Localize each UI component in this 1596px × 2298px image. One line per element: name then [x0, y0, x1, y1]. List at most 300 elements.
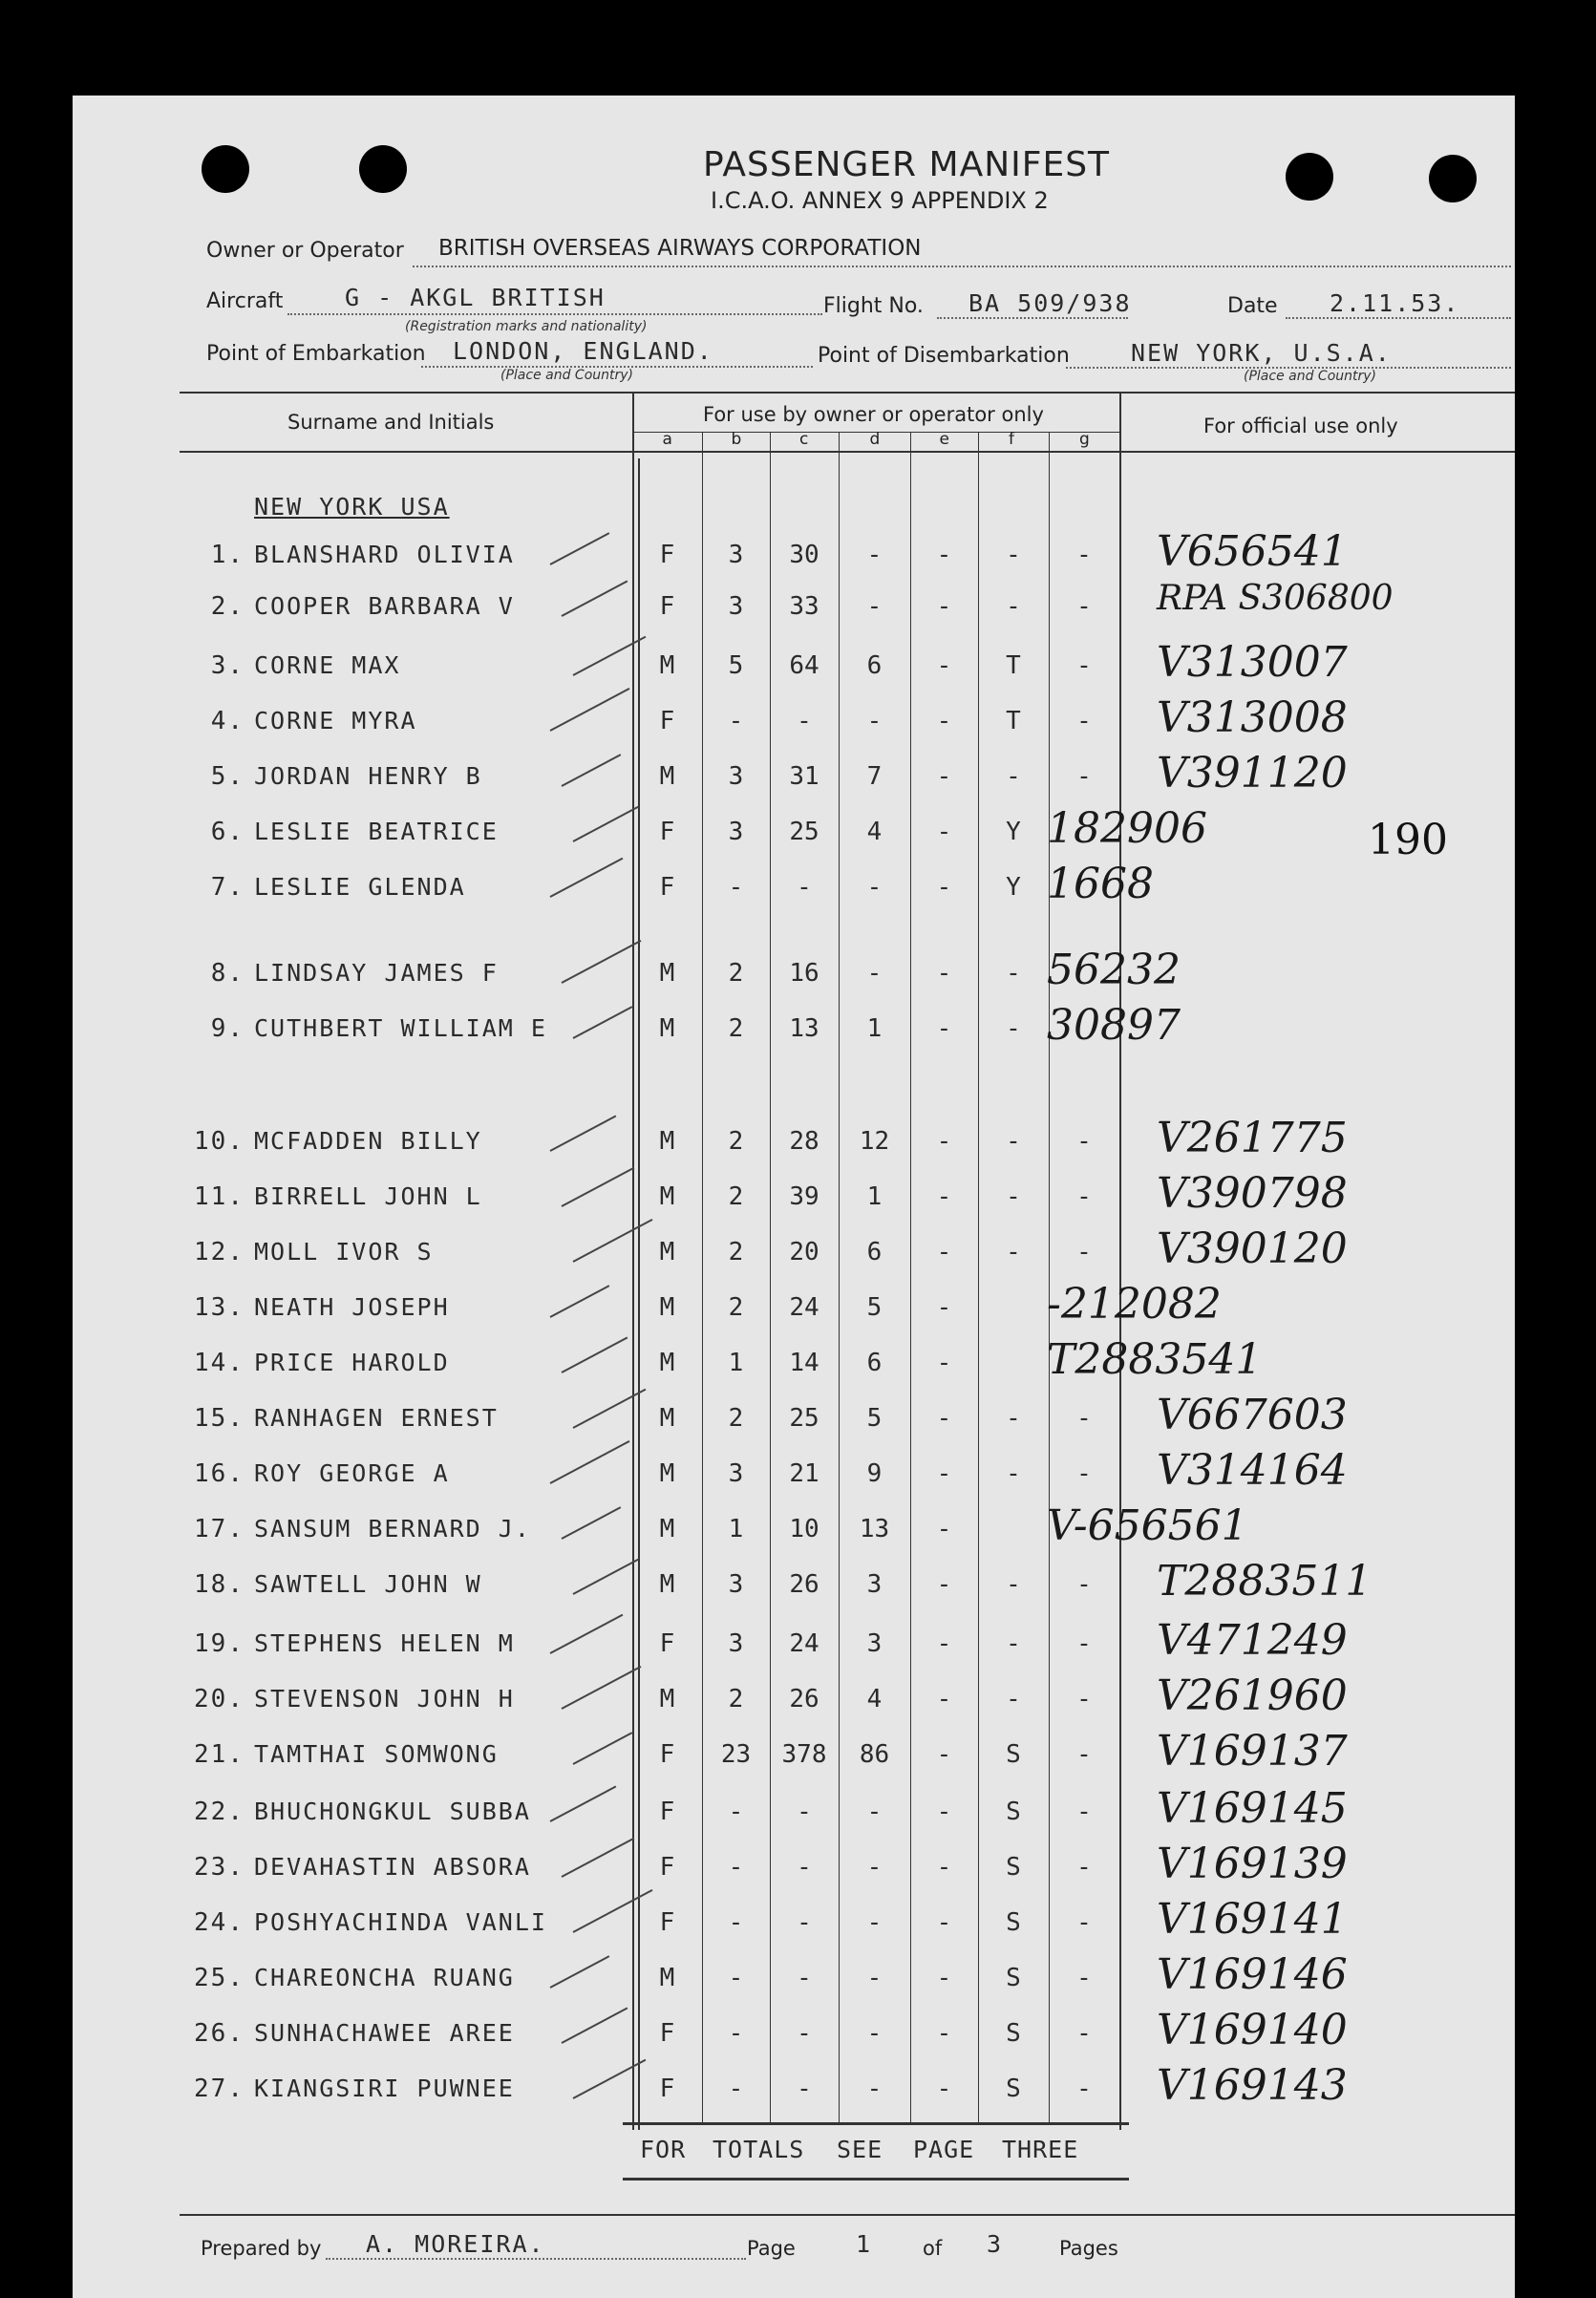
- cell-f: -: [1006, 592, 1021, 621]
- cell-a: F: [659, 873, 675, 902]
- passenger-name: CHAREONCHA RUANG: [254, 1964, 515, 1991]
- cell-f: -: [1006, 1685, 1021, 1713]
- date-value: 2.11.53.: [1330, 289, 1460, 317]
- row-number: 5.: [210, 762, 245, 791]
- totals-word: TOTALS: [713, 2136, 805, 2163]
- row-number: 15.: [194, 1404, 245, 1433]
- punch-hole: [1429, 155, 1477, 202]
- cell-a: M: [659, 959, 675, 988]
- cell-d: 12: [859, 1127, 890, 1156]
- check-mark: [562, 1666, 642, 1710]
- cell-c: -: [797, 1964, 812, 1992]
- official-number: V169137: [1157, 1727, 1348, 1776]
- official-number: V169145: [1157, 1784, 1348, 1833]
- cell-e: -: [936, 1459, 952, 1488]
- cell-d: -: [866, 1908, 883, 1937]
- official-number: V313007: [1157, 638, 1348, 687]
- cell-f: S: [1006, 1740, 1021, 1769]
- cell-g: -: [1076, 1182, 1092, 1211]
- check-mark: [573, 1732, 633, 1765]
- official-number: -212082: [1047, 1280, 1222, 1329]
- row-number: 14.: [194, 1349, 245, 1377]
- cell-a: F: [659, 1908, 675, 1937]
- passenger-name: LESLIE GLENDA: [254, 873, 466, 901]
- cell-c: 33: [789, 592, 819, 621]
- cell-c: -: [797, 2075, 812, 2103]
- disembark-label: Point of Disembarkation: [818, 344, 1070, 368]
- cell-a: F: [659, 1740, 675, 1769]
- official-number: V471249: [1157, 1616, 1348, 1665]
- passenger-name: NEATH JOSEPH: [254, 1293, 450, 1321]
- cell-f: S: [1006, 1964, 1021, 1992]
- cell-b: 3: [728, 1629, 744, 1658]
- cell-g: -: [1076, 2019, 1092, 2048]
- subcolumn-header: a: [662, 430, 672, 449]
- cell-a: M: [659, 1459, 675, 1488]
- official-number: V169141: [1157, 1895, 1348, 1944]
- cell-g: -: [1076, 592, 1092, 621]
- cell-b: 3: [728, 818, 744, 846]
- cell-c: 26: [789, 1570, 819, 1599]
- cell-f: Y: [1006, 818, 1021, 846]
- passenger-name: STEVENSON JOHN H: [254, 1685, 515, 1713]
- date-label: Date: [1227, 294, 1278, 318]
- cell-c: 14: [789, 1349, 819, 1377]
- passenger-name: STEPHENS HELEN M: [254, 1629, 515, 1657]
- cell-d: 1: [866, 1014, 883, 1043]
- cell-a: F: [659, 707, 675, 735]
- official-number: V313008: [1157, 693, 1348, 742]
- cell-g: -: [1076, 2075, 1092, 2103]
- row-number: 24.: [194, 1908, 245, 1937]
- of-value: 3: [987, 2230, 1004, 2258]
- cell-b: 2: [728, 1014, 744, 1043]
- cell-e: -: [936, 873, 952, 902]
- cell-e: -: [936, 1964, 952, 1992]
- cell-b: 3: [728, 592, 744, 621]
- cell-b: 3: [728, 541, 744, 569]
- cell-c: 24: [789, 1629, 819, 1658]
- cell-a: F: [659, 818, 675, 846]
- cell-g: -: [1076, 541, 1092, 569]
- embark-note: (Place and Country): [500, 368, 634, 383]
- check-mark: [562, 580, 628, 616]
- cell-a: M: [659, 1404, 675, 1433]
- cell-d: 13: [859, 1515, 890, 1543]
- passenger-name: MCFADDEN BILLY: [254, 1127, 482, 1155]
- cell-a: M: [659, 762, 675, 791]
- subcolumn-header: g: [1079, 430, 1090, 449]
- row-number: 10.: [194, 1127, 245, 1156]
- aircraft-label: Aircraft: [206, 289, 284, 313]
- cell-d: 5: [866, 1293, 883, 1322]
- official-number: T2883541: [1047, 1335, 1263, 1384]
- cell-b: 2: [728, 1238, 744, 1266]
- official-number: V667603: [1157, 1391, 1348, 1439]
- cell-e: -: [936, 1014, 952, 1043]
- passenger-name: DEVAHASTIN ABSORA: [254, 1853, 531, 1881]
- cell-g: -: [1076, 1740, 1092, 1769]
- of-label: of: [923, 2237, 943, 2260]
- cell-e: -: [936, 1685, 952, 1713]
- cell-e: -: [936, 1740, 952, 1769]
- row-number: 2.: [210, 592, 245, 621]
- passenger-name: KIANGSIRI PUWNEE: [254, 2075, 515, 2102]
- passenger-name: CUTHBERT WILLIAM E: [254, 1014, 547, 1042]
- passenger-name: LESLIE BEATRICE: [254, 818, 499, 845]
- cell-d: 4: [866, 1685, 883, 1713]
- passenger-name: LINDSAY JAMES F: [254, 959, 499, 987]
- cell-d: 3: [866, 1570, 883, 1599]
- cell-f: -: [1006, 541, 1021, 569]
- passenger-name: COOPER BARBARA V: [254, 592, 515, 620]
- cell-d: 4: [866, 818, 883, 846]
- cell-d: -: [866, 707, 883, 735]
- section-heading: NEW YORK USA: [254, 493, 450, 521]
- cell-f: Y: [1006, 873, 1021, 902]
- cell-f: -: [1006, 1182, 1021, 1211]
- row-number: 7.: [210, 873, 245, 902]
- cell-b: 2: [728, 1182, 744, 1211]
- cell-b: -: [728, 1798, 744, 1826]
- flight-value: BA 509/938: [968, 289, 1132, 317]
- cell-d: -: [866, 1798, 883, 1826]
- row-number: 17.: [194, 1515, 245, 1543]
- cell-c: 25: [789, 818, 819, 846]
- official-number: V261960: [1157, 1671, 1348, 1720]
- cell-d: 1: [866, 1182, 883, 1211]
- totals-word: FOR: [640, 2136, 687, 2163]
- cell-b: 1: [728, 1349, 744, 1377]
- cell-f: -: [1006, 1570, 1021, 1599]
- row-number: 1.: [210, 541, 245, 569]
- cell-g: -: [1076, 1629, 1092, 1658]
- passenger-name: JORDAN HENRY B: [254, 762, 482, 790]
- cell-e: -: [936, 707, 952, 735]
- cell-b: -: [728, 707, 744, 735]
- cell-a: M: [659, 651, 675, 680]
- page-subtitle: I.C.A.O. ANNEX 9 APPENDIX 2: [711, 187, 1049, 214]
- cell-d: 9: [866, 1459, 883, 1488]
- official-number: RPA S306800: [1157, 579, 1394, 618]
- cell-e: -: [936, 1238, 952, 1266]
- punch-hole: [359, 145, 407, 193]
- cell-a: F: [659, 592, 675, 621]
- cell-f: -: [1006, 1459, 1021, 1488]
- page-title: PASSENGER MANIFEST: [703, 145, 1111, 184]
- cell-e: -: [936, 592, 952, 621]
- passenger-name: BHUCHONGKUL SUBBA: [254, 1798, 531, 1825]
- passenger-name: SANSUM BERNARD J.: [254, 1515, 531, 1543]
- totals-word: THREE: [1002, 2136, 1079, 2163]
- pages-label: Pages: [1059, 2237, 1118, 2260]
- row-number: 26.: [194, 2019, 245, 2048]
- row-number: 22.: [194, 1798, 245, 1826]
- check-mark: [550, 858, 624, 898]
- passenger-name: BIRRELL JOHN L: [254, 1182, 482, 1210]
- cell-e: -: [936, 1853, 952, 1882]
- cell-e: -: [936, 1349, 952, 1377]
- cell-b: -: [728, 1853, 744, 1882]
- official-number: V169146: [1157, 1950, 1348, 1999]
- cell-g: -: [1076, 762, 1092, 791]
- cell-e: -: [936, 1908, 952, 1937]
- row-number: 9.: [210, 1014, 245, 1043]
- cell-b: -: [728, 1908, 744, 1937]
- cell-c: 25: [789, 1404, 819, 1433]
- cell-f: -: [1006, 1127, 1021, 1156]
- cell-c: 13: [789, 1014, 819, 1043]
- passenger-name: ROY GEORGE A: [254, 1459, 450, 1487]
- check-mark: [562, 1336, 628, 1372]
- cell-d: 5: [866, 1404, 883, 1433]
- cell-c: -: [797, 1853, 812, 1882]
- cell-d: -: [866, 959, 883, 988]
- embark-label: Point of Embarkation: [206, 342, 426, 366]
- passenger-name: PRICE HAROLD: [254, 1349, 450, 1376]
- check-mark: [562, 1838, 635, 1878]
- cell-g: -: [1076, 1853, 1092, 1882]
- official-number: V391120: [1157, 749, 1348, 798]
- cell-e: -: [936, 1570, 952, 1599]
- cell-b: -: [728, 1964, 744, 1992]
- row-number: 3.: [210, 651, 245, 680]
- official-number: V390120: [1157, 1224, 1348, 1273]
- cell-f: -: [1006, 1404, 1021, 1433]
- check-mark: [573, 1006, 633, 1039]
- cell-a: M: [659, 1182, 675, 1211]
- punch-hole: [1286, 153, 1333, 201]
- cell-d: 3: [866, 1629, 883, 1658]
- cell-f: T: [1006, 651, 1021, 680]
- cell-c: 28: [789, 1127, 819, 1156]
- row-number: 6.: [210, 818, 245, 846]
- cell-d: 6: [866, 651, 883, 680]
- cell-c: 16: [789, 959, 819, 988]
- cell-b: 2: [728, 959, 744, 988]
- cell-b: -: [728, 873, 744, 902]
- cell-a: F: [659, 2075, 675, 2103]
- cell-f: S: [1006, 1798, 1021, 1826]
- cell-c: 20: [789, 1238, 819, 1266]
- official-number: V169140: [1157, 2006, 1348, 2054]
- cell-b: 1: [728, 1515, 744, 1543]
- cell-d: -: [866, 592, 883, 621]
- cell-c: 39: [789, 1182, 819, 1211]
- cell-c: -: [797, 2019, 812, 2048]
- check-mark: [550, 1115, 617, 1151]
- cell-a: M: [659, 1570, 675, 1599]
- disembark-value: NEW YORK, U.S.A.: [1131, 339, 1392, 367]
- cell-c: 10: [789, 1515, 819, 1543]
- row-number: 25.: [194, 1964, 245, 1992]
- subcolumn-header: d: [869, 430, 881, 449]
- cell-g: -: [1076, 1964, 1092, 1992]
- cell-a: F: [659, 2019, 675, 2048]
- cell-c: -: [797, 707, 812, 735]
- official-number: V656541: [1157, 527, 1348, 576]
- cell-e: -: [936, 959, 952, 988]
- cell-e: -: [936, 1798, 952, 1826]
- cell-c: 26: [789, 1685, 819, 1713]
- cell-a: F: [659, 1853, 675, 1882]
- col-surname-header: Surname and Initials: [287, 411, 495, 434]
- prepared-label: Prepared by: [201, 2237, 322, 2260]
- subcolumn-header: f: [1009, 430, 1014, 449]
- official-number: 30897: [1047, 1001, 1181, 1050]
- cell-e: -: [936, 1182, 952, 1211]
- totals-word: PAGE: [913, 2136, 975, 2163]
- cell-d: -: [866, 541, 883, 569]
- cell-e: -: [936, 2019, 952, 2048]
- cell-b: -: [728, 2075, 744, 2103]
- row-number: 20.: [194, 1685, 245, 1713]
- cell-c: 64: [789, 651, 819, 680]
- page-label: Page: [747, 2237, 796, 2260]
- cell-a: M: [659, 1685, 675, 1713]
- official-number: V169143: [1157, 2061, 1348, 2110]
- check-mark: [573, 1558, 640, 1594]
- row-number: 16.: [194, 1459, 245, 1488]
- row-number: 21.: [194, 1740, 245, 1769]
- cell-d: -: [866, 2019, 883, 2048]
- cell-f: -: [1006, 762, 1021, 791]
- check-mark: [550, 688, 630, 732]
- cell-c: -: [797, 873, 812, 902]
- page-value: 1: [856, 2230, 873, 2258]
- subcolumn-header: c: [799, 430, 809, 449]
- cell-g: -: [1076, 1459, 1092, 1488]
- cell-a: M: [659, 1515, 675, 1543]
- cell-b: 2: [728, 1404, 744, 1433]
- cell-f: S: [1006, 1908, 1021, 1937]
- cell-g: -: [1076, 707, 1092, 735]
- check-mark: [562, 940, 642, 984]
- passenger-name: BLANSHARD OLIVIA: [254, 541, 515, 568]
- subcolumn-header: e: [939, 430, 949, 449]
- cell-a: F: [659, 541, 675, 569]
- col-operator-header: For use by owner or operator only: [703, 403, 1044, 426]
- cell-a: F: [659, 1798, 675, 1826]
- cell-d: -: [866, 1853, 883, 1882]
- row-number: 27.: [194, 2075, 245, 2103]
- subcolumn-header: b: [731, 430, 742, 449]
- passenger-name: CORNE MAX: [254, 651, 401, 679]
- passenger-name: CORNE MYRA: [254, 707, 417, 734]
- cell-e: -: [936, 1127, 952, 1156]
- cell-a: M: [659, 1964, 675, 1992]
- cell-f: S: [1006, 2075, 1021, 2103]
- manifest-sheet: [73, 96, 1515, 2298]
- cell-d: 6: [866, 1349, 883, 1377]
- cell-d: -: [866, 873, 883, 902]
- cell-c: 24: [789, 1293, 819, 1322]
- official-number: V390798: [1157, 1169, 1348, 1218]
- row-number: 8.: [210, 959, 245, 988]
- check-mark: [562, 1167, 635, 1207]
- owner-label: Owner or Operator: [206, 239, 404, 263]
- check-mark: [550, 1614, 624, 1654]
- cell-a: F: [659, 1629, 675, 1658]
- cell-c: 21: [789, 1459, 819, 1488]
- row-number: 18.: [194, 1570, 245, 1599]
- col-official-header: For official use only: [1203, 415, 1398, 437]
- cell-g: -: [1076, 1685, 1092, 1713]
- cell-b: 2: [728, 1127, 744, 1156]
- row-number: 23.: [194, 1853, 245, 1882]
- disembark-note: (Place and Country): [1244, 369, 1377, 384]
- cell-e: -: [936, 541, 952, 569]
- cell-f: -: [1006, 1629, 1021, 1658]
- passenger-name: SUNHACHAWEE AREE: [254, 2019, 515, 2047]
- cell-c: 30: [789, 541, 819, 569]
- official-number: T2883511: [1157, 1557, 1373, 1606]
- cell-a: M: [659, 1014, 675, 1043]
- check-mark: [550, 1955, 610, 1989]
- row-number: 12.: [194, 1238, 245, 1266]
- cell-d: 86: [859, 1740, 890, 1769]
- cell-b: 3: [728, 1570, 744, 1599]
- passenger-name: SAWTELL JOHN W: [254, 1570, 482, 1598]
- cell-d: 7: [866, 762, 883, 791]
- cell-e: -: [936, 651, 952, 680]
- cell-g: -: [1076, 1238, 1092, 1266]
- aircraft-value: G - AKGL BRITISH: [345, 284, 606, 311]
- cell-b: 5: [728, 651, 744, 680]
- cell-e: -: [936, 1629, 952, 1658]
- official-number: V169139: [1157, 1840, 1348, 1888]
- row-number: 19.: [194, 1629, 245, 1658]
- cell-g: -: [1076, 1404, 1092, 1433]
- check-mark: [550, 1440, 630, 1484]
- check-mark: [562, 754, 622, 787]
- cell-f: T: [1006, 707, 1021, 735]
- punch-hole: [202, 145, 249, 193]
- cell-e: -: [936, 818, 952, 846]
- cell-f: S: [1006, 2019, 1021, 2048]
- passenger-name: TAMTHAI SOMWONG: [254, 1740, 499, 1768]
- cell-b: -: [728, 2019, 744, 2048]
- cell-b: 3: [728, 1459, 744, 1488]
- check-mark: [573, 805, 640, 841]
- cell-b: 3: [728, 762, 744, 791]
- check-mark: [562, 2007, 628, 2043]
- check-mark: [562, 1506, 622, 1540]
- prepared-value: A. MOREIRA.: [366, 2230, 545, 2258]
- cell-g: -: [1076, 1798, 1092, 1826]
- cell-g: -: [1076, 1570, 1092, 1599]
- cell-f: -: [1006, 1238, 1021, 1266]
- cell-f: -: [1006, 959, 1021, 988]
- aircraft-note: (Registration marks and nationality): [405, 319, 648, 334]
- cell-c: 31: [789, 762, 819, 791]
- cell-d: -: [866, 1964, 883, 1992]
- cell-e: -: [936, 1515, 952, 1543]
- cell-e: -: [936, 2075, 952, 2103]
- cell-b: 2: [728, 1685, 744, 1713]
- cell-g: -: [1076, 1127, 1092, 1156]
- check-mark: [550, 1285, 610, 1318]
- cell-b: 2: [728, 1293, 744, 1322]
- official-stamp: 190: [1368, 816, 1448, 864]
- official-number: V314164: [1157, 1446, 1348, 1495]
- official-number: 182906: [1047, 804, 1207, 853]
- cell-e: -: [936, 1293, 952, 1322]
- owner-value: BRITISH OVERSEAS AIRWAYS CORPORATION: [438, 236, 922, 261]
- cell-a: M: [659, 1238, 675, 1266]
- row-number: 13.: [194, 1293, 245, 1322]
- cell-e: -: [936, 762, 952, 791]
